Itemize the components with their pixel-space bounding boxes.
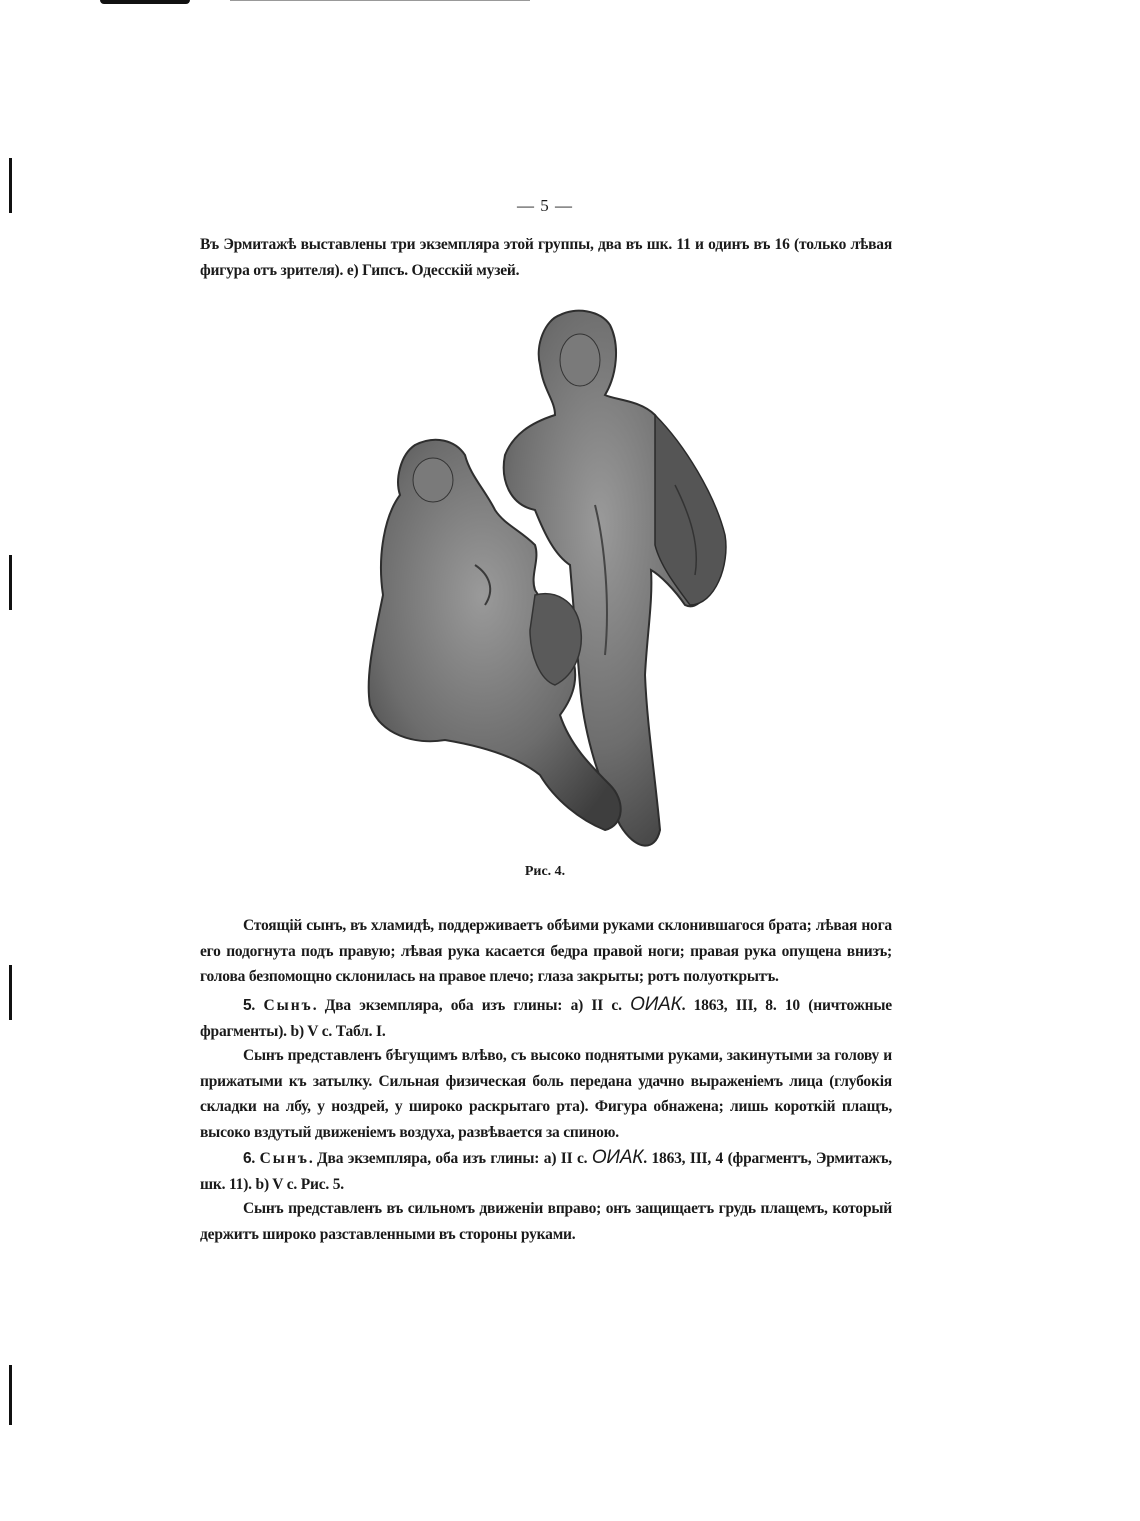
entry-6-reference: ОИАК: [591, 1147, 644, 1168]
scan-mark-left-3: [9, 965, 12, 1020]
page-number: — 5 —: [517, 196, 573, 215]
entry-5-text-before: . Два экземпляра, оба изъ глины: a) II с.: [312, 997, 622, 1014]
entry-5-number: 5: [243, 997, 252, 1014]
entry-6-text-before: . Два экземпляра, оба изъ глины: a) II с.: [308, 1150, 588, 1167]
scan-mark-left-4: [9, 1365, 12, 1425]
entry-5-title: Сынъ: [263, 997, 313, 1014]
description-paragraph: Стоящій сынъ, въ хламидѣ, поддерживаетъ обѣими руками склонившагося брата; лѣвая нога его подогнута подъ правую; лѣвая рука касается бедра правой ноги; правая рука опущена внизъ; голова безпомощно склонилась на правое плечо; глаза закрыты; ротъ полуоткрытъ.: [200, 917, 892, 985]
entry-6-description: Сынъ представленъ въ сильномъ движеніи вправо; онъ защищаетъ грудь плащемъ, который держитъ широко разставленными въ стороны руками.: [200, 1200, 892, 1243]
entry-5-text-after: . 1863, III, 8. 10 (ничтожные фрагменты). b) V с. Табл. I.: [200, 997, 892, 1040]
figure-sculpture: [355, 305, 745, 860]
figure-caption: Рис. 4.: [524, 864, 566, 879]
entry-6-number: 6: [243, 1150, 252, 1167]
sculpture-image: [355, 305, 745, 860]
entry-6-text-after: . 1863, III, 4 (фрагментъ, Эрмитажъ, шк. 11). b) V с. Рис. 5.: [200, 1150, 892, 1193]
scan-mark-top: [100, 0, 190, 4]
entry-6: 6. Сынъ. Два экземпляра, оба изъ глины: a) II с. ОИАК. 1863, III, 4 (фрагментъ, Эрмитажъ, шк. 11). b) V с. Рис. 5.: [200, 1147, 892, 1193]
entry-5-description: Сынъ представленъ бѣгущимъ влѣво, съ высоко поднятыми руками, закинутыми за голову и прижатыми къ затылку. Сильная физическая боль передана удачно выраженіемъ лица (глубокія складки на лбу, у ноздрей, у широко раскрытаго рта). Фигура обнажена; лишь короткій плащъ, высоко вздутый движеніемъ воздуха, развѣвается за спиною.: [200, 1047, 892, 1141]
scan-line-top: [230, 0, 530, 1]
entry-5-reference: ОИАК: [630, 994, 682, 1015]
scan-mark-left-2: [9, 555, 12, 610]
entry-5: 5. Сынъ. Два экземпляра, оба изъ глины: a) II с. ОИАК. 1863, III, 8. 10 (ничтожные фрагменты). b) V с. Табл. I.: [200, 994, 892, 1040]
entry-6-title: Сынъ: [259, 1150, 309, 1167]
intro-paragraph: Въ Эрмитажѣ выставлены три экземпляра этой группы, два въ шк. 11 и одинъ въ 16 (только лѣвая фигура отъ зрителя). e) Гипсъ. Одесскій музей.: [200, 236, 892, 279]
